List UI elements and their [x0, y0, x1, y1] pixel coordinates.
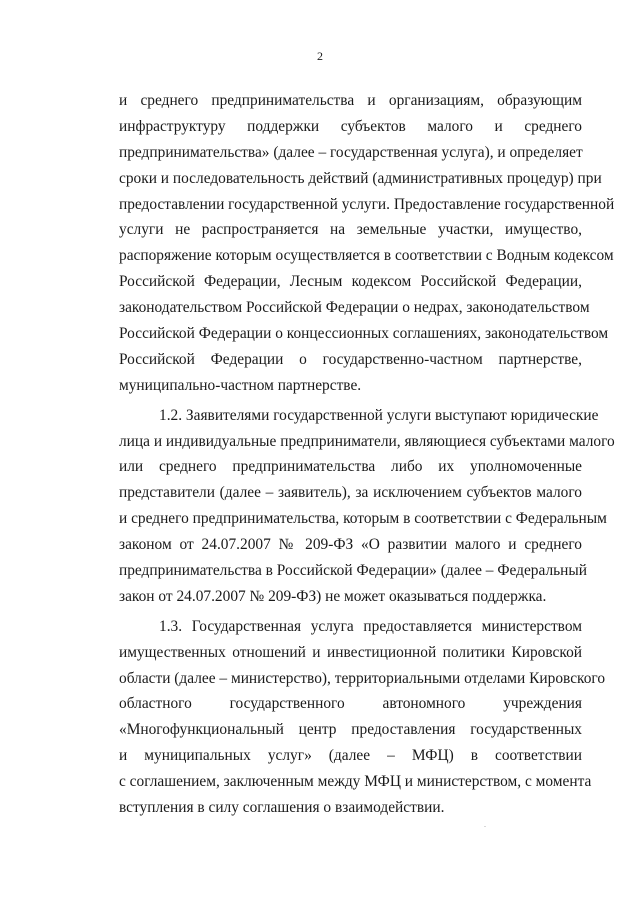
- text-line: 1.3. Государственная услуга предоставляется министерством: [159, 617, 582, 635]
- text-line: области (далее – министерство), территориальными отделами Кировского: [119, 669, 606, 687]
- text-line: вступления в силу соглашения о взаимодействии.: [119, 799, 445, 817]
- text-line: сроки и последовательность действий (административных процедур) при: [119, 169, 602, 187]
- text-line: имущественных отношений и инвестиционной политики Кировской: [119, 643, 582, 661]
- text-line: предпринимательства» (далее – государственная услуга), и определяет: [119, 143, 583, 161]
- page-number: 2: [317, 49, 323, 63]
- text-line: с соглашением, заключенным между МФЦ и министерством, с момента: [119, 773, 592, 791]
- text-line: и среднего предпринимательства и организациям, образующим: [119, 92, 582, 109]
- document-body: [119, 88, 615, 821]
- text-line: представители (далее – заявитель), за исключением субъектов малого: [119, 484, 582, 502]
- text-line: услуги не распространяется на земельные участки, имущество,: [119, 221, 582, 239]
- scan-artifact: [484, 826, 486, 827]
- text-line: предпринимательства в Российской Федерации» (далее – Федеральный: [119, 562, 587, 580]
- text-line: и среднего предпринимательства, которым в соответствии с Федеральным: [119, 510, 607, 528]
- text-line: распоряжение которым осуществляется в соответствии с Водным кодексом: [119, 247, 614, 265]
- text-line: 1.2. Заявителями государственной услуги выступают юридические: [159, 406, 599, 424]
- text-line: предоставлении государственной услуги. Предоставление государственной: [119, 195, 615, 213]
- text-line: Российской Федерации о концессионных соглашениях, законодательством: [119, 325, 609, 343]
- paragraph-1-2: [119, 403, 615, 610]
- text-line: муниципально-частном партнерстве.: [119, 376, 362, 394]
- text-line: «Многофункциональный центр предоставления государственных: [119, 721, 582, 739]
- text-line: и муниципальных услуг» (далее – МФЦ) в соответствии: [119, 747, 582, 765]
- text-line: закон от 24.07.2007 № 209-ФЗ) не может оказываться поддержка.: [119, 587, 547, 605]
- text-line: Российской Федерации о государственно-частном партнерстве,: [119, 350, 582, 368]
- text-line: инфраструктуру поддержки субъектов малого и среднего: [119, 117, 582, 135]
- text-line: Российской Федерации, Лесным кодексом Российской Федерации,: [119, 273, 582, 291]
- text-line: областного государственного автономного учреждения: [119, 695, 582, 713]
- text-line: или среднего предпринимательства либо их уполномоченные: [119, 458, 582, 476]
- text-line: законодательством Российской Федерации о недрах, законодательством: [119, 299, 590, 317]
- text-line: законом от 24.07.2007 № 209-ФЗ «О развитии малого и среднего: [119, 536, 582, 554]
- paragraph-1-3: [119, 614, 606, 821]
- paragraph-1-1-continuation: [119, 88, 615, 399]
- text-line: лица и индивидуальные предприниматели, являющиеся субъектами малого: [119, 432, 615, 450]
